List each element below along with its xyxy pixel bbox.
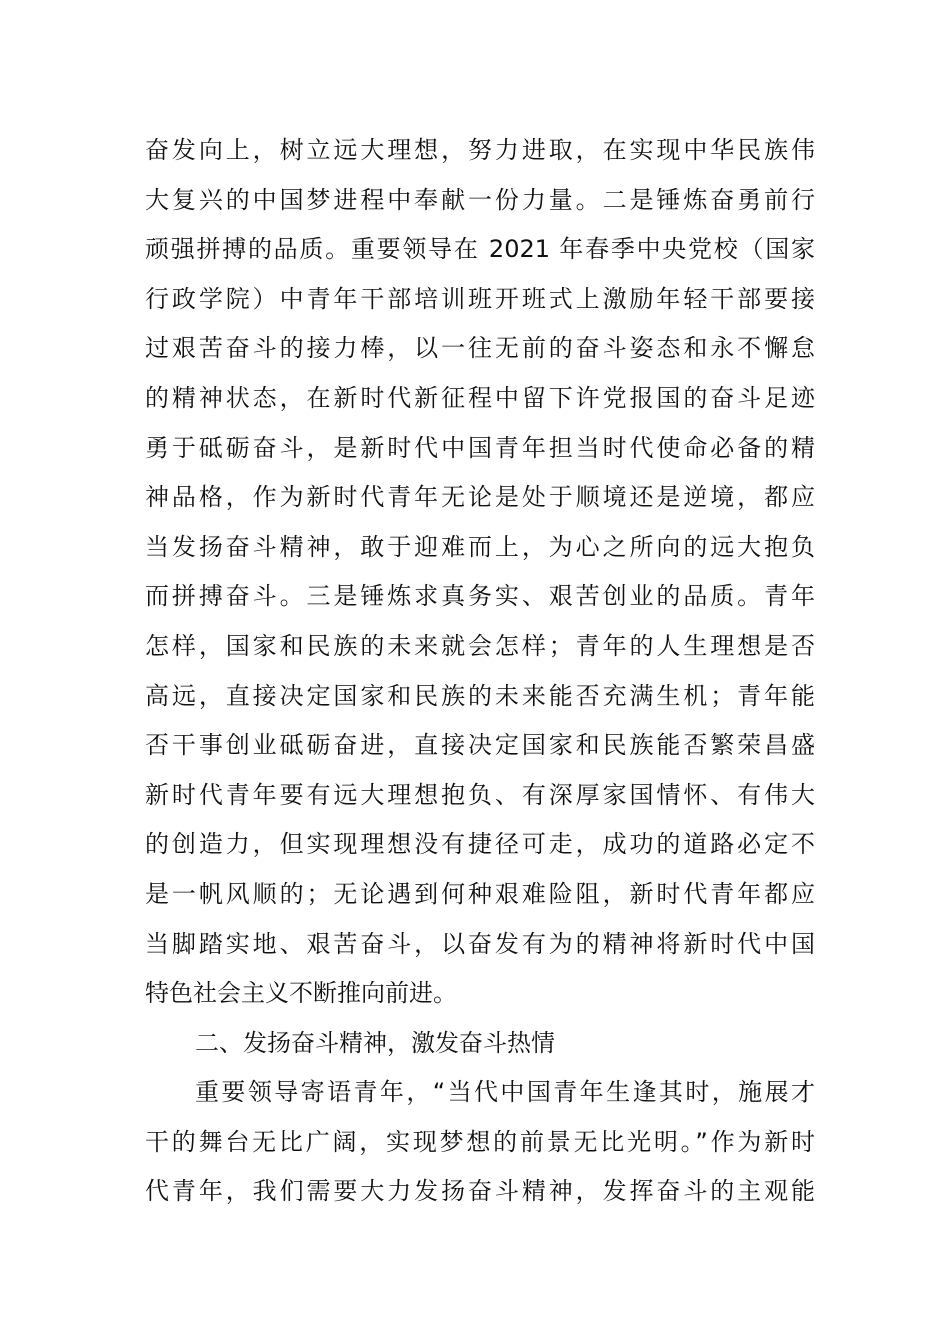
text-line: 顽强拼搏的品质。重要领导在 2021 年春季中央党校（国家 xyxy=(145,235,815,264)
text-line: 新时代青年要有远大理想抱负、有深厚家国情怀、有伟大 xyxy=(145,780,815,809)
text-line: 干的舞台无比广阔，实现梦想的前景无比光明。”作为新时 xyxy=(145,1127,815,1156)
text-line: 的创造力，但实现理想没有捷径可走，成功的道路必定不 xyxy=(145,830,815,859)
text-line: 否干事创业砥砺奋进，直接决定国家和民族能否繁荣昌盛 xyxy=(145,731,815,760)
text-line: 高远，直接决定国家和民族的未来能否充满生机；青年能 xyxy=(145,681,815,710)
text-line: 大复兴的中国梦进程中奉献一份力量。二是锤炼奋勇前行 xyxy=(145,185,815,214)
text-line: 神品格，作为新时代青年无论是处于顺境还是逆境，都应 xyxy=(145,483,815,512)
text-line: 特色社会主义不断推向前进。 xyxy=(145,979,457,1008)
section-heading: 二、发扬奋斗精神，激发奋斗热情 xyxy=(195,1028,555,1057)
text-line: 当发扬奋斗精神，敢于迎难而上，为心之所向的远大抱负 xyxy=(145,532,815,561)
text-line: 勇于砥砺奋斗，是新时代中国青年担当时代使命必备的精 xyxy=(145,433,815,462)
text-line: 的精神状态，在新时代新征程中留下许党报国的奋斗足迹 xyxy=(145,383,815,412)
text-line: 重要领导寄语青年，“当代中国青年生逢其时，施展才 xyxy=(195,1078,815,1107)
text-line: 是一帆风顺的；无论遇到何种艰难险阻，新时代青年都应 xyxy=(145,879,815,908)
text-line: 代青年，我们需要大力发扬奋斗精神，发挥奋斗的主观能 xyxy=(145,1177,815,1206)
text-line: 当脚踏实地、艰苦奋斗，以奋发有为的精神将新时代中国 xyxy=(145,929,815,958)
document-body xyxy=(145,126,815,1217)
text-line: 奋发向上，树立远大理想，努力进取，在实现中华民族伟 xyxy=(145,136,815,164)
text-line: 过艰苦奋斗的接力棒，以一往无前的奋斗姿态和永不懈怠 xyxy=(145,334,815,363)
text-line: 而拼搏奋斗。三是锤炼求真务实、艰苦创业的品质。青年 xyxy=(145,582,815,611)
text-line: 行政学院）中青年干部培训班开班式上激励年轻干部要接 xyxy=(145,284,815,313)
text-line: 怎样，国家和民族的未来就会怎样；青年的人生理想是否 xyxy=(145,631,815,660)
